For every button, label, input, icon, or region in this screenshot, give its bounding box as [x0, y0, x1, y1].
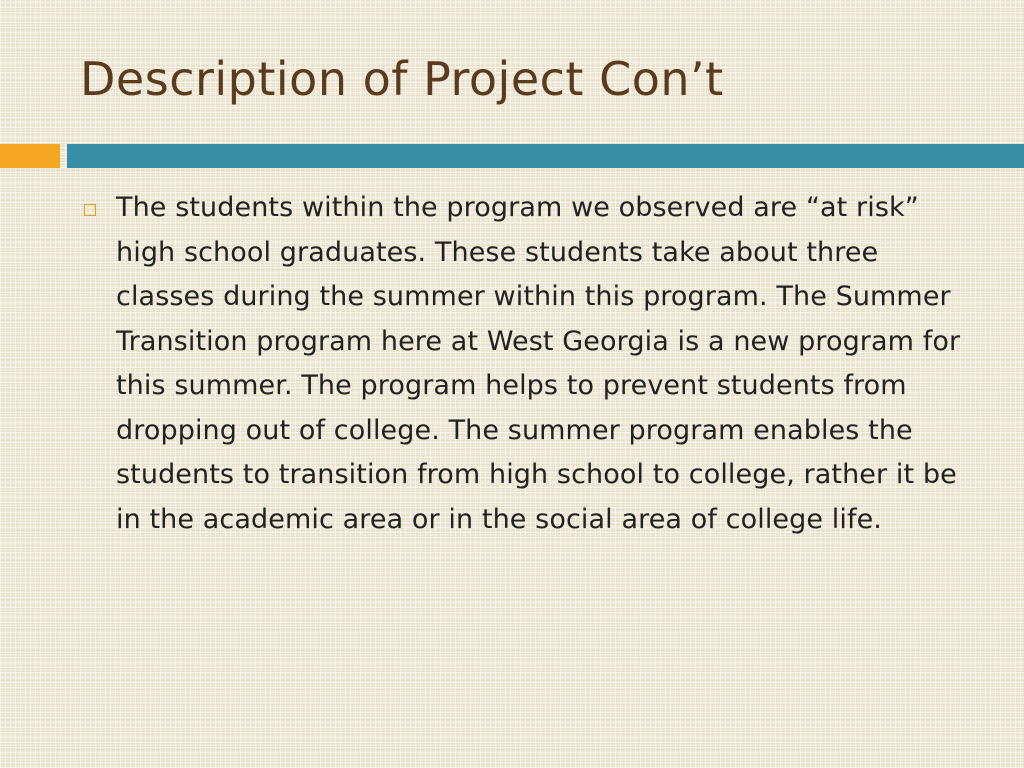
slide-content — [80, 186, 980, 542]
bullet-item — [80, 186, 980, 542]
accent-bar-blue — [67, 144, 1024, 168]
slide-title: Description of Project Con’t — [80, 52, 724, 106]
accent-bar-orange — [0, 144, 60, 168]
bullet-text: The students within the program we observed are “at risk” high school graduates. These students take about three classes during the summer within this program. The Summer Transition program here at West Georgia is a new program for this summer. The program helps to prevent students from dropping out of college. The summer program enables the students to transition from high school to college, rather it be in the academic area or in the social area of college life. — [116, 192, 961, 535]
hollow-square-bullet-icon — [84, 204, 96, 216]
